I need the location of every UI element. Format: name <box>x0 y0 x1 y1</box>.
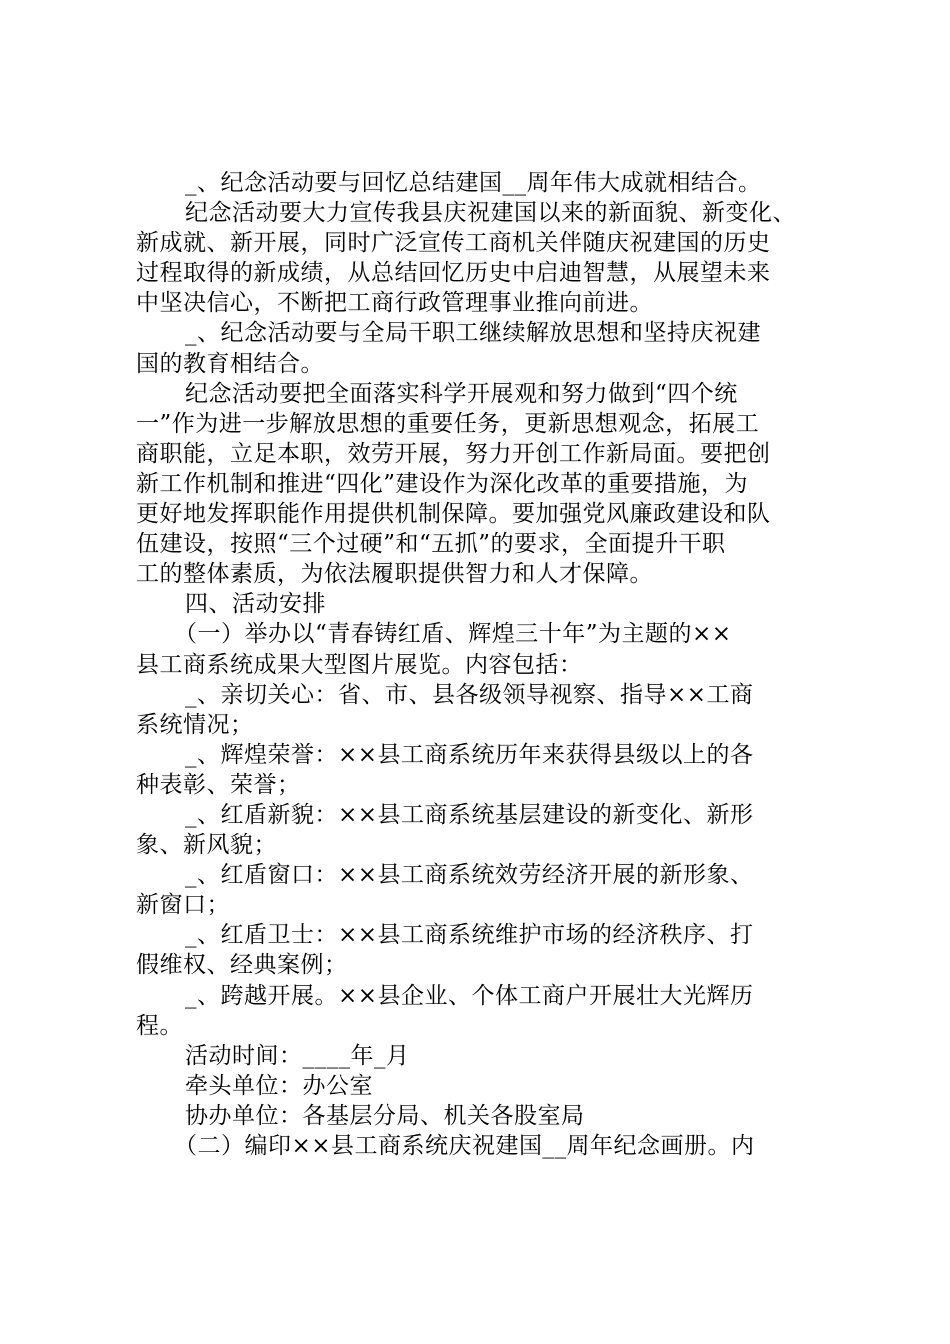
paragraph-line: 过程取得的新成绩，从总结回忆历史中启迪智慧，从展望未来 <box>136 260 771 287</box>
document-body <box>136 168 826 1161</box>
list-item: 假维权、经典案例； <box>136 952 348 979</box>
list-item: _、红盾卫士：××县工商系统维护市场的经济秩序、打 <box>185 922 754 949</box>
paragraph-line: _、纪念活动要与回忆总结建国__周年伟大成就相结合。 <box>185 170 762 196</box>
list-item: _、跨越开展。××县企业、个体工商户开展壮大光辉历 <box>185 982 754 1009</box>
section-heading: 四、活动安排 <box>185 591 326 618</box>
paragraph-line: 工的整体素质，为依法履职提供智力和人才保障。 <box>136 561 653 588</box>
paragraph-line: 商职能，立足本职，效劳开展，努力开创工作新局面。要把创 <box>136 440 771 467</box>
paragraph-line: 县工商系统成果大型图片展览。内容包括： <box>136 651 583 678</box>
list-item: _、亲切关心：省、市、县各级领导视察、指导××工商 <box>185 681 754 708</box>
paragraph-line: 更好地发挥职能作用提供机制保障。要加强党风廉政建设和队 <box>136 501 771 528</box>
paragraph-line: （一）举办以“青春铸红盾、辉煌三十年”为主题的×× <box>174 621 732 648</box>
paragraph-line: 一”作为进一步解放思想的重要任务，更新思想观念，拓展工 <box>136 410 760 437</box>
paragraph-line: 伍建设，按照“三个过硬”和“五抓”的要求，全面提升干职 <box>136 531 726 558</box>
activity-time: 活动时间：____年_月 <box>185 1042 410 1069</box>
list-item: _、辉煌荣誉：××县工商系统历年来获得县级以上的各 <box>185 741 754 768</box>
paragraph-line: （二）编印××县工商系统庆祝建国__周年纪念画册。内 <box>174 1133 755 1159</box>
paragraph-line: 新工作机制和推进“四化”建设作为深化改革的重要措施，为 <box>136 470 749 497</box>
co-organizer: 协办单位：各基层分局、机关各股室局 <box>185 1102 585 1129</box>
paragraph-line: 国的教育相结合。 <box>136 350 324 377</box>
list-item: 系统情况； <box>136 711 254 738</box>
list-item: 新窗口； <box>136 892 230 919</box>
paragraph-line: 新成就、新开展，同时广泛宣传工商机关伴随庆祝建国的历史 <box>136 230 771 257</box>
paragraph-line: 纪念活动要大力宣传我县庆祝建国以来的新面貌、新变化、 <box>185 200 796 227</box>
lead-unit: 牵头单位：办公室 <box>185 1072 373 1099</box>
list-item: _、红盾窗口：××县工商系统效劳经济开展的新形象、 <box>185 862 754 889</box>
paragraph-line: _、纪念活动要与全局干职工继续解放思想和坚持庆祝建 <box>185 320 761 347</box>
list-item: 象、新风貌； <box>136 832 277 859</box>
list-item: 程。 <box>136 1012 183 1039</box>
paragraph-line: 纪念活动要把全面落实科学开展观和努力做到“四个统 <box>185 380 738 407</box>
list-item: 种表彰、荣誉； <box>136 771 301 798</box>
list-item: _、红盾新貌：××县工商系统基层建设的新变化、新形 <box>185 801 754 828</box>
paragraph-line: 中坚决信心，不断把工商行政管理事业推向前进。 <box>136 290 653 317</box>
